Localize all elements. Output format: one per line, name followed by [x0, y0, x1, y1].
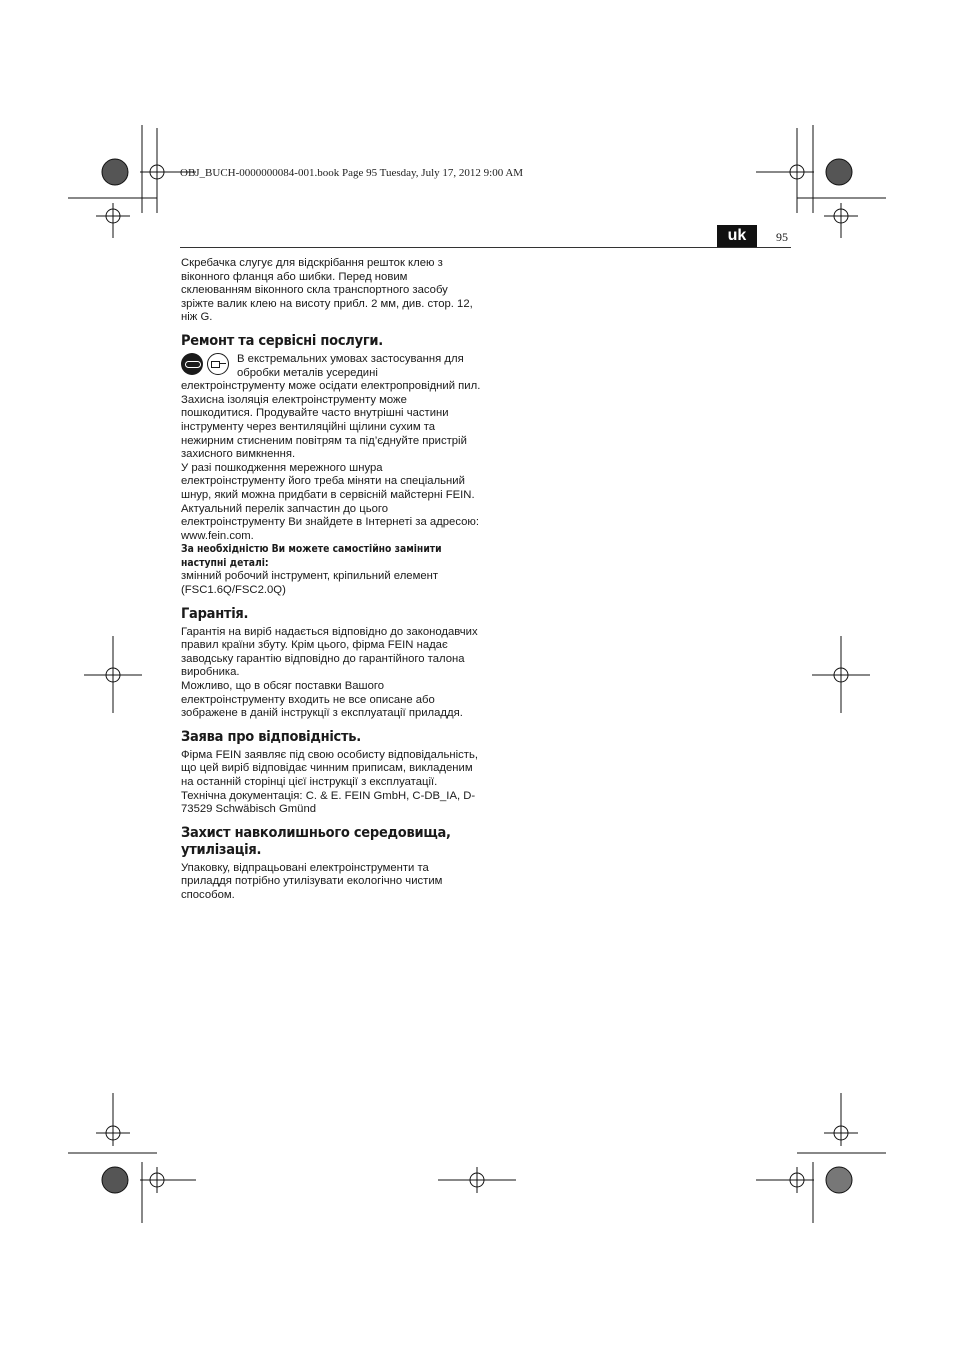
header-rule [180, 247, 791, 248]
printer-slug-line: OBJ_BUCH-0000000084-001.book Page 95 Tuesday, July 17, 2012 9:00 AM [180, 167, 524, 179]
intro-paragraph: Скребачка слугує для відскрібання решток клею з віконного фланця або шибки. Перед новим склеюванням віконного скла транспортного засобу зріжте валик клею на висоту прибл. 2 мм, див. стор. 12, ніж G. [181, 257, 473, 324]
conformity-paragraph-1: Фірма FEIN заявляє під свою особисту відповідальність, що цей виріб відповідає чинним приписам, викладеним на останній сторінці цієї інструкції з експлуатації. [181, 748, 478, 788]
disconnect-plug-icon [207, 353, 229, 375]
section-title-conformity: Заява про відповідність. [181, 728, 361, 745]
environment-paragraph-1: Упаковку, відпрацьовані електроінструменти та приладдя потрібно утилізувати екологічно чистим способом. [181, 861, 443, 901]
repair-paragraph-3: Актуальний перелік запчастин до цього електроінструменту Ви знайдете в Інтернеті за адресою: www.fein.com. [181, 502, 479, 542]
repair-bold-note: За необхідністю Ви можете самостійно замінити наступні деталі: [181, 543, 442, 569]
repair-paragraph-1: В екстремальних умовах застосування для обробки металів усередині електроінструменту може осідати електропровідний пил. Захисна ізоляція електроінструменту може пошкодитися. Продувайте часто внутрішні частини інструменту через вентиляційні щілини сухим та нежирним стисненим повітрям та під’єднуйте пристрій захисного вимкнення. [181, 352, 481, 461]
protective-goggles-icon [181, 353, 203, 375]
repair-paragraph-4: змінний робочий інструмент, кріпильний елемент (FSC1.6Q/FSC2.0Q) [181, 570, 439, 597]
text-column [181, 257, 481, 903]
section-title-repair: Ремонт та сервісні послуги. [181, 332, 383, 349]
repair-paragraph-2: У разі пошкодження мережного шнура електроінструменту його треба міняти на спеціальний шнур, який можна придбати в сервісній майстерні FEIN. [181, 461, 475, 501]
safety-icons [181, 353, 235, 379]
section-title-environment: Захист навколишнього середовища, утилізація. [181, 824, 451, 858]
warranty-paragraph-1: Гарантія на виріб надається відповідно до законодавчих правил країни збуту. Крім цього, фірма FEIN надає заводську гарантію відповідно до гарантійного талона виробника. [181, 625, 478, 679]
warranty-paragraph-2: Можливо, що в обсяг поставки Вашого електроінструменту входить не все описане або зображене в даній інструкції з експлуатації приладдя. [181, 680, 463, 720]
page-number: 95 [776, 230, 788, 244]
section-title-warranty: Гарантія. [181, 605, 249, 622]
language-badge: uk [717, 225, 757, 247]
conformity-paragraph-2: Технічна документація: C. & E. FEIN GmbH, C-DB_IA, D-73529 Schwäbisch Gmünd [181, 789, 476, 816]
